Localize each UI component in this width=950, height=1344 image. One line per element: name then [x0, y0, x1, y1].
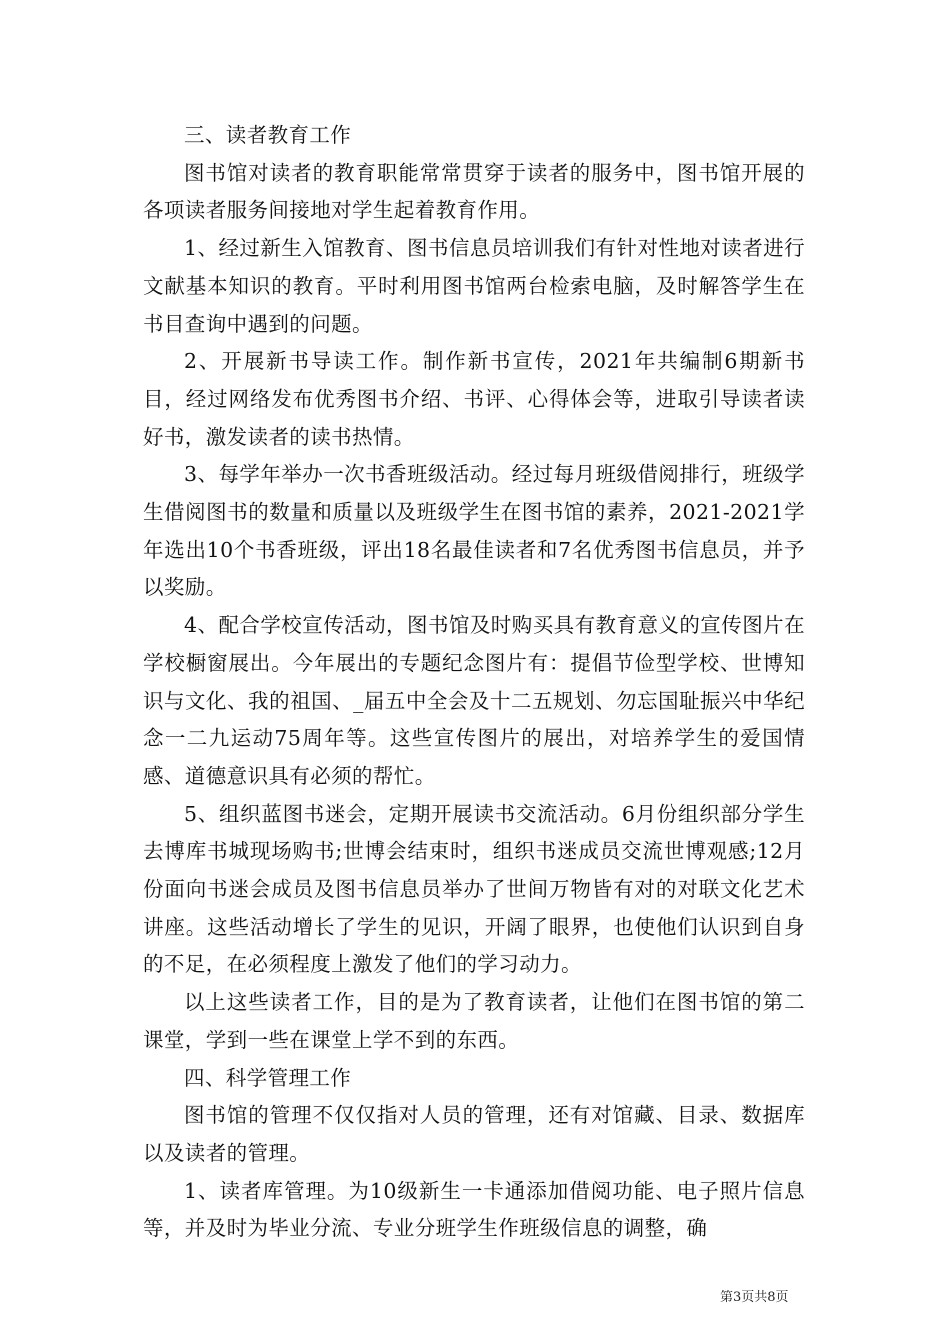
section-heading-management: 四、科学管理工作 — [184, 1065, 352, 1090]
paragraph: 以上这些读者工作，目的是为了教育读者，让他们在图书馆的第二课堂，学到一些在课堂上学不到的东西。 — [143, 990, 805, 1052]
paragraph: 1、经过新生入馆教育、图书信息员培训我们有针对性地对读者进行文献基本知识的教育。平时利用图书馆两台检索电脑，及时解答学生在书目查询中遇到的问题。 — [143, 236, 805, 336]
paragraph: 2、开展新书导读工作。制作新书宣传，2021年共编制6期新书目，经过网络发布优秀图书介绍、书评、心得体会等，进取引导读者读好书，激发读者的读书热情。 — [143, 349, 805, 449]
paragraph: 图书馆的管理不仅仅指对人员的管理，还有对馆藏、目录、数据库以及读者的管理。 — [143, 1103, 805, 1165]
page-number-footer: 第3页共8页 — [720, 1290, 789, 1305]
document-body — [143, 117, 805, 1248]
paragraph: 1、读者库管理。为10级新生一卡通添加借阅功能、电子照片信息等，并及时为毕业分流、专业分班学生作班级信息的调整，确 — [143, 1178, 805, 1241]
paragraph: 图书馆对读者的教育职能常常贯穿于读者的服务中，图书馆开展的各项读者服务间接地对学生起着教育作用。 — [143, 160, 805, 223]
paragraph: 5、组织蓝图书迷会，定期开展读书交流活动。6月份组织部分学生去博库书城现场购书;世博会结束时，组织书迷成员交流世博观感;12月份面向书迷会成员及图书信息员举办了世间万物皆有对的对联文化艺术讲座。这些活动增长了学生的见识，开阔了眼界，也使他们认识到自身的不足，在必须程度上激发了他们的学习动力。 — [143, 801, 805, 977]
paragraph: 4、配合学校宣传活动，图书馆及时购买具有教育意义的宣传图片在学校橱窗展出。今年展出的专题纪念图片有：提倡节俭型学校、世博知识与文化、我的祖国、_届五中全会及十二五规划、勿忘国耻振兴中华纪念一二九运动75周年等。这些宣传图片的展出，对培养学生的爱国情感、道德意识具有必须的帮忙。 — [143, 613, 805, 788]
section-heading-reader-education: 三、读者教育工作 — [184, 123, 352, 147]
paragraph: 3、每学年举办一次书香班级活动。经过每月班级借阅排行，班级学生借阅图书的数量和质量以及班级学生在图书馆的素养，2021-2021学年选出10个书香班级，评出18名最佳读者和7名优秀图书信息员，并予以奖励。 — [143, 462, 805, 600]
